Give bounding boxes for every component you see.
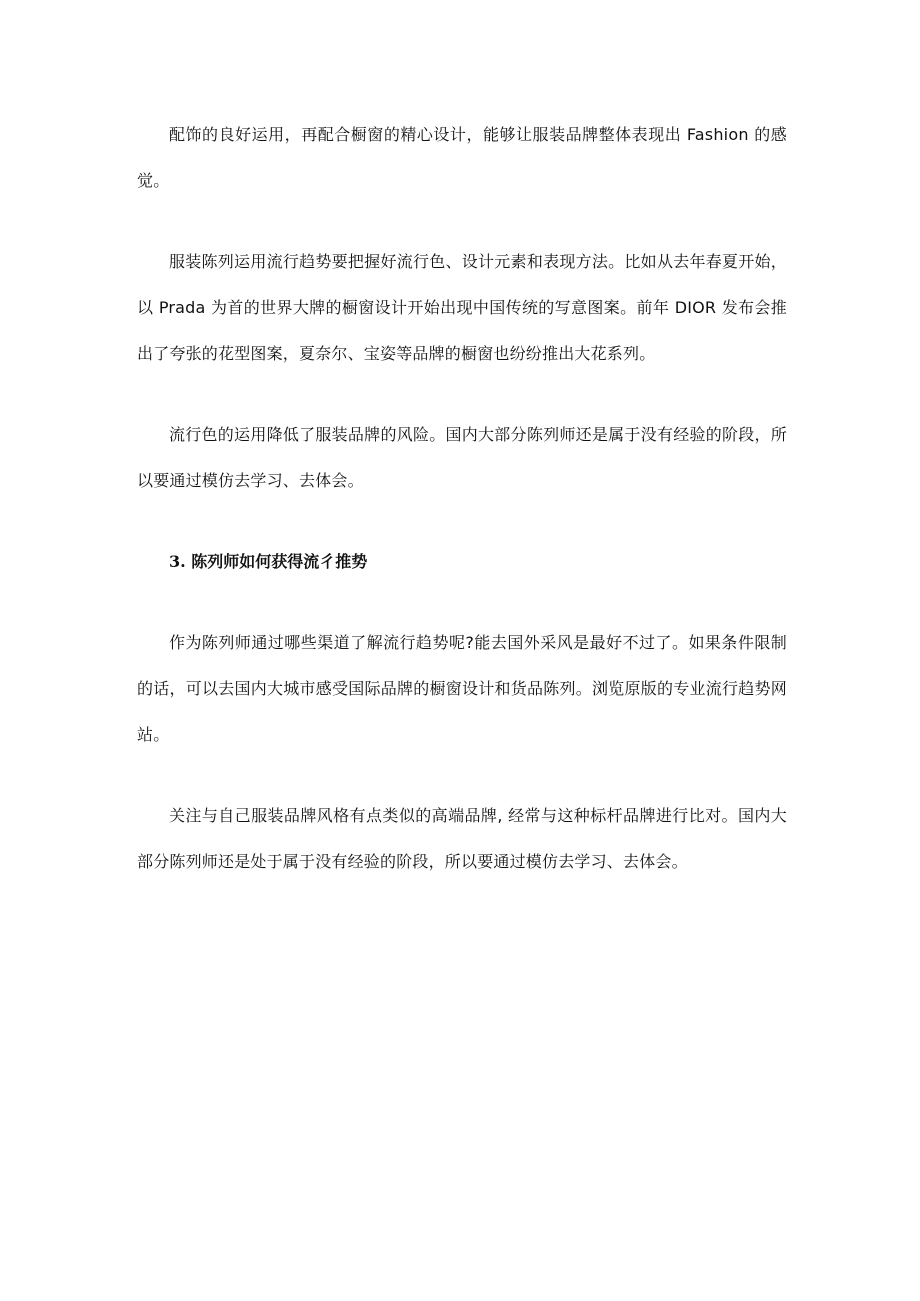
- paragraph-trend-color: 流行色的运用降低了服装品牌的风险。国内大部分陈列师还是属于没有经验的阶段，所以要通过模仿去学习、去体会。: [137, 425, 787, 490]
- paragraph-benchmark: 关注与自己服装品牌风格有点类似的高端品牌, 经常与这种标杆品牌进行比对。国内大部分陈列师还是处于属于没有经验的阶段，所以要通过模仿去学习、去体会。: [137, 806, 787, 871]
- paragraph-channels: 作为陈列师通过哪些渠道了解流行趋势呢?能去国外采风是最好不过了。如果条件限制的话，可以去国内大城市感受国际品牌的橱窗设计和货品陈列。浏览原版的专业流行趋势网站。: [137, 633, 787, 744]
- section-title: 陈列师如何获得流彳推势: [185, 552, 368, 571]
- document-body: [137, 112, 787, 920]
- paragraph-accessories: 配饰的良好运用，再配合橱窗的精心设计，能够让服装品牌整体表现出 Fashion 的感觉。: [137, 125, 787, 190]
- section-heading: [137, 539, 787, 585]
- paragraph-trend-usage: 服装陈列运用流行趋势要把握好流行色、设计元素和表现方法。比如从去年春夏开始，以 Prada 为首的世界大牌的橱窗设计开始出现中国传统的写意图案。前年 DIOR 发布会推出了夸张的花型图案，夏奈尔、宝姿等品牌的橱窗也纷纷推出大花系列。: [137, 252, 787, 363]
- section-number: 3.: [169, 552, 186, 571]
